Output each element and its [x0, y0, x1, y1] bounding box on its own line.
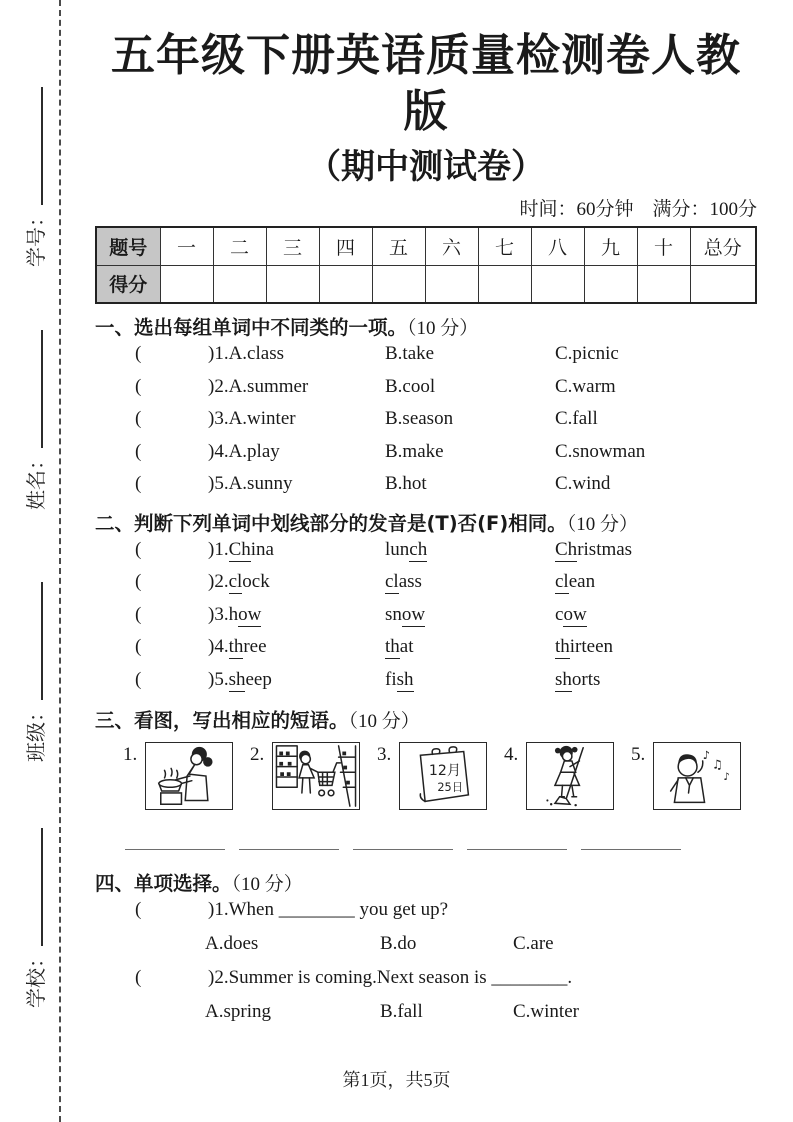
- section2-score: （10 分）: [566, 513, 639, 535]
- answer-bracket: (: [135, 473, 142, 494]
- music-note: ♪: [702, 749, 710, 763]
- score-cell: [160, 265, 213, 303]
- option-b: B.cool: [385, 375, 436, 397]
- score-table-score-row: [96, 265, 756, 303]
- s1-item-1: [95, 343, 757, 376]
- word-1: China: [228, 538, 274, 560]
- picture-frame: [145, 742, 233, 810]
- option-a: A.sunny: [228, 473, 293, 494]
- answer-blank-4: [467, 836, 567, 850]
- word-1: how: [228, 603, 262, 625]
- item-label: )3.: [208, 408, 229, 429]
- picture-answer-blanks: [125, 836, 757, 850]
- option-b: B.do: [380, 933, 417, 954]
- option-a: A.summer: [228, 375, 309, 397]
- item-label: )1.: [208, 538, 229, 560]
- word-2: lunch: [385, 538, 428, 560]
- option-a: A.play: [228, 440, 280, 462]
- score-cell: [478, 265, 531, 303]
- margin-field-name: [20, 320, 48, 510]
- question-label: )2.: [208, 967, 229, 988]
- answer-bracket: (: [135, 538, 142, 560]
- score-cell: [266, 265, 319, 303]
- word-3: thirteen: [555, 636, 614, 657]
- option-a: A.spring: [205, 1001, 271, 1022]
- section3-title: 三、看图，写出相应的短语。: [95, 709, 349, 732]
- score-cell: [319, 265, 372, 303]
- word-1: three: [228, 636, 267, 657]
- answer-bracket: (: [135, 343, 142, 364]
- shopping-icon: [274, 744, 358, 808]
- section1-score: （10 分）: [407, 318, 479, 339]
- answer-bracket: (: [135, 603, 142, 625]
- answer-bracket: (: [135, 408, 142, 429]
- question-text: When ________ you get up?: [228, 899, 449, 920]
- col-4: 四: [319, 227, 372, 265]
- option-c: C.picnic: [555, 343, 619, 364]
- student-id-label: 学号：: [26, 207, 48, 267]
- time-score-info: 时间：60分钟 满分：100分: [519, 199, 757, 220]
- s2-item-2: [95, 571, 757, 604]
- score-cell: [531, 265, 584, 303]
- option-b: B.make: [385, 440, 444, 462]
- answer-blank-2: [239, 836, 339, 850]
- s2-item-5: [95, 669, 757, 702]
- answer-bracket: (: [135, 668, 142, 690]
- score-row-label: 得分: [96, 265, 160, 303]
- section3-heading: [95, 707, 757, 736]
- picture-5: [631, 742, 741, 810]
- total-score-cell: [690, 265, 756, 303]
- class-blank: [29, 582, 43, 700]
- option-a: A.winter: [228, 408, 296, 429]
- picture-frame: [653, 742, 741, 810]
- score-cell: [425, 265, 478, 303]
- col-5: 五: [372, 227, 425, 265]
- section4-title: 四、单项选择。: [95, 872, 232, 895]
- picture-frame: [272, 742, 360, 810]
- music-note: ♪: [723, 770, 730, 783]
- picture-number: 4.: [504, 744, 519, 765]
- s4-question-2-options: [95, 1001, 757, 1035]
- col-2: 二: [213, 227, 266, 265]
- picture-number: 2.: [250, 744, 265, 765]
- picture-frame: [526, 742, 614, 810]
- class-label: 班级：: [26, 702, 48, 762]
- music-note: ♫: [712, 757, 724, 772]
- item-label: )2.: [208, 375, 229, 397]
- word-1: clock: [228, 571, 270, 592]
- item-label: )5.: [208, 668, 229, 690]
- paper-title: 五年级下册英语质量检测卷人教版: [111, 31, 741, 136]
- word-3: cow: [555, 603, 587, 625]
- calendar-icon: [401, 744, 485, 808]
- exam-paper: [95, 0, 757, 1035]
- col-1: 一: [160, 227, 213, 265]
- picture-number: 3.: [377, 744, 392, 765]
- answer-bracket: (: [135, 440, 142, 462]
- sweeping-icon: [528, 744, 612, 808]
- score-table-header-row: [96, 227, 756, 265]
- question-text: Summer is coming.Next season is ________.: [228, 967, 573, 988]
- binding-dashed-line: [59, 0, 61, 1122]
- answer-bracket: (: [135, 571, 142, 592]
- total-score-header: 总分: [690, 227, 756, 265]
- question-label: )1.: [208, 899, 229, 920]
- cooking-icon: [147, 744, 231, 808]
- score-cell: [637, 265, 690, 303]
- col-7: 七: [478, 227, 531, 265]
- option-c: C.winter: [513, 1001, 579, 1022]
- word-2: class: [385, 571, 422, 592]
- calendar-month-text: 12月: [428, 763, 461, 780]
- option-c: C.fall: [555, 408, 598, 429]
- col-6: 六: [425, 227, 478, 265]
- section4-score: （10 分）: [231, 874, 303, 895]
- option-b: B.hot: [385, 473, 427, 494]
- section2-title: 二、判断下列单词中划线部分的发音是(T)否(F)相同。: [95, 511, 567, 535]
- picture-number: 1.: [123, 744, 138, 765]
- school-blank: [29, 828, 43, 946]
- paper-subtitle: （期中测试卷）: [307, 149, 545, 186]
- option-c: C.wind: [555, 473, 611, 494]
- margin-field-class: [20, 572, 48, 762]
- option-c: C.snowman: [555, 440, 646, 462]
- picture-3: [377, 742, 487, 810]
- score-cell: [584, 265, 637, 303]
- answer-bracket: (: [135, 375, 142, 397]
- calendar-day-text: 25日: [437, 781, 463, 795]
- page-footer: 第1页，共5页: [342, 1070, 451, 1090]
- word-2: that: [385, 636, 414, 657]
- picture-number: 5.: [631, 744, 646, 765]
- s1-item-4: [95, 441, 757, 474]
- score-cell: [213, 265, 266, 303]
- music-icon: [655, 744, 739, 808]
- s1-item-2: [95, 376, 757, 409]
- picture-row: [123, 742, 757, 810]
- option-a: A.does: [205, 933, 259, 954]
- item-label: )5.: [208, 473, 229, 494]
- school-label: 学校：: [26, 948, 48, 1008]
- col-10: 十: [637, 227, 690, 265]
- col-9: 九: [584, 227, 637, 265]
- section1-title: 一、选出每组单词中不同类的一项。: [95, 316, 408, 339]
- option-b: B.season: [385, 408, 454, 429]
- margin-field-school: [20, 818, 48, 1008]
- item-label: )4.: [208, 636, 229, 657]
- picture-4: [504, 742, 614, 810]
- answer-blank-5: [581, 836, 681, 850]
- word-1: sheep: [228, 668, 272, 690]
- item-label: )4.: [208, 440, 229, 462]
- word-3: clean: [555, 571, 596, 592]
- picture-frame: [399, 742, 487, 810]
- s1-item-3: [95, 408, 757, 441]
- col-3: 三: [266, 227, 319, 265]
- section2-heading: [95, 510, 757, 539]
- option-a: A.class: [228, 343, 284, 364]
- name-blank: [29, 330, 43, 448]
- item-label: )2.: [208, 571, 229, 592]
- answer-bracket: (: [135, 967, 142, 988]
- student-id-blank: [29, 87, 43, 205]
- answer-blank-1: [125, 836, 225, 850]
- answer-bracket: (: [135, 899, 142, 920]
- word-3: shorts: [555, 668, 601, 690]
- col-8: 八: [531, 227, 584, 265]
- question-number-header: 题号: [96, 227, 160, 265]
- answer-bracket: (: [135, 636, 142, 657]
- item-label: )1.: [208, 343, 229, 364]
- s4-question-1: [95, 899, 757, 933]
- s2-item-3: [95, 604, 757, 637]
- section4-heading: [95, 870, 757, 899]
- s2-item-4: [95, 636, 757, 669]
- s1-item-5: [95, 473, 757, 506]
- word-2: snow: [385, 603, 426, 625]
- answer-blank-3: [353, 836, 453, 850]
- score-table: [95, 226, 757, 304]
- s2-item-1: [95, 539, 757, 572]
- option-c: C.are: [513, 933, 554, 954]
- picture-1: [123, 742, 233, 810]
- s4-question-1-options: [95, 933, 757, 967]
- word-3: Christmas: [555, 538, 633, 560]
- name-label: 姓名：: [26, 450, 48, 510]
- option-b: B.take: [385, 343, 435, 364]
- option-b: B.fall: [380, 1001, 423, 1022]
- option-c: C.warm: [555, 375, 616, 397]
- section1-heading: [95, 314, 757, 343]
- picture-2: [250, 742, 360, 810]
- section3-score: （10 分）: [348, 711, 420, 732]
- s4-question-2: [95, 967, 757, 1001]
- score-cell: [372, 265, 425, 303]
- item-label: )3.: [208, 603, 229, 625]
- margin-field-student-id: [20, 77, 48, 267]
- word-2: fish: [385, 668, 414, 690]
